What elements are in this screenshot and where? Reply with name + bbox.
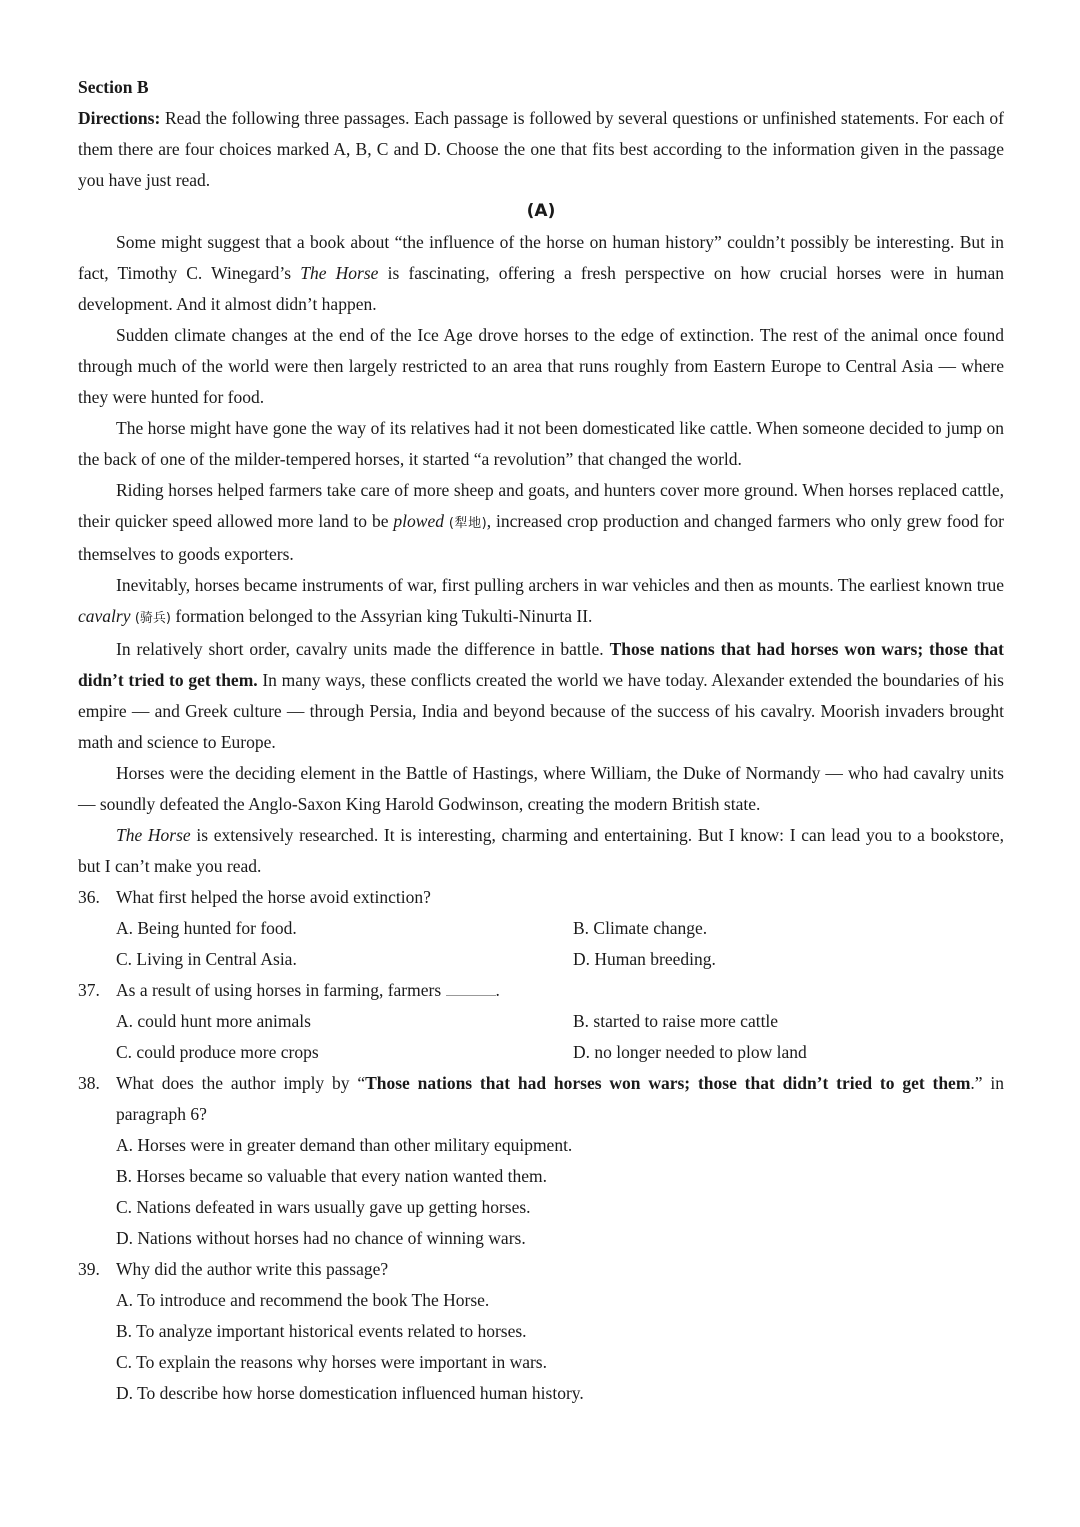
paragraph-1 (78, 227, 1004, 320)
directions-text: Read the following three passages. Each passage is followed by several questions or unfinished statements. For each of them there are four choices marked A, B, C and D. Choose the one that fits best according to the information given in the passage you have just read. (78, 108, 1004, 190)
question-37 (78, 975, 1004, 1006)
directions-label: Directions: (78, 108, 161, 128)
answer-blank (446, 994, 496, 996)
question-36-options (116, 913, 1004, 975)
paragraph-1-text-a: Some might suggest that a book about “the influence of the horse on human history” couldn’t possibly be interesting. But in fact, Timothy C. Winegard’s (78, 232, 1004, 283)
option-c[interactable]: C. To explain the reasons why horses were important in wars. (116, 1352, 547, 1372)
question-text (116, 975, 1004, 1006)
option-d[interactable]: D. Human breeding. (573, 949, 716, 969)
question-text-after: .” in paragraph 6? (116, 1073, 1004, 1124)
option-d[interactable]: D. no longer needed to plow land (573, 1042, 807, 1062)
question-number: 36. (78, 887, 100, 907)
paragraph-7: Horses were the deciding element in the Battle of Hastings, where William, the Duke of Normandy — who had cavalry units — soundly defeated the Anglo-Saxon King Harold Godwinson, creating the modern British state. (78, 763, 1004, 814)
term-cavalry: cavalry (78, 606, 131, 626)
option-a[interactable]: A. could hunt more animals (116, 1011, 311, 1031)
paragraph-5-text-b: formation belonged to the Assyrian king Tukulti-Ninurta II. (171, 606, 593, 626)
question-37-options (116, 1006, 1004, 1068)
paragraph-1-text-b: is fascinating, offering a fresh perspective on how crucial horses were in human development. And it almost didn’t happen. (78, 263, 1004, 314)
question-38-options (116, 1130, 1004, 1254)
question-text: What first helped the horse avoid extinction? (116, 887, 431, 907)
paragraph-6-text-b: In many ways, these conflicts created the world we have today. Alexander extended the boundaries of his empire — and Greek culture — through Persia, India and beyond because of the success of his cavalry. Moorish invaders brought math and science to Europe. (78, 670, 1004, 752)
option-c[interactable]: C. could produce more crops (116, 1042, 319, 1062)
paragraph-6 (78, 634, 1004, 758)
exam-page (78, 70, 1004, 1409)
paragraph-3: The horse might have gone the way of its relatives had it not been domesticated like cattle. When someone decided to jump on the back of one of the milder-tempered horses, it started “a revolution” that changed the world. (78, 418, 1004, 469)
option-a[interactable]: A. To introduce and recommend the book The Horse. (116, 1290, 490, 1310)
paragraph-2: Sudden climate changes at the end of the Ice Age drove horses to the edge of extinction. The rest of the animal once found through much of the world were then largely restricted to an area that runs roughly from Eastern Europe to Central Asia — where they were hunted for food. (78, 325, 1004, 407)
book-title-2: The Horse (116, 825, 191, 845)
option-a[interactable]: A. Being hunted for food. (116, 918, 297, 938)
question-text-after: . (495, 980, 500, 1000)
question-number: 37. (78, 980, 100, 1000)
term-plowed: plowed (393, 511, 444, 531)
question-number: 38. (78, 1073, 100, 1093)
question-39 (78, 1254, 1004, 1285)
question-39-options (116, 1285, 1004, 1409)
paragraph-8-text: is extensively researched. It is interesting, charming and entertaining. But I know: I can lead you to a bookstore, but I can’t make you read. (78, 825, 1004, 876)
question-38 (78, 1068, 1004, 1130)
paragraph-6-text-a: In relatively short order, cavalry units made the difference in battle. (116, 639, 610, 659)
option-b[interactable]: B. To analyze important historical events related to horses. (116, 1321, 527, 1341)
gloss-cavalry: (骑兵) (134, 611, 172, 626)
option-d[interactable]: D. Nations without horses had no chance of winning wars. (116, 1228, 526, 1248)
question-text: Why did the author write this passage? (116, 1259, 389, 1279)
option-b[interactable]: B. Climate change. (573, 918, 708, 938)
paragraph-5 (78, 570, 1004, 634)
directions (78, 103, 1004, 196)
question-text (116, 1068, 1004, 1130)
paragraph-4-text-b: , increased crop production and changed farmers who only grew food for themselves to goods exporters. (78, 511, 1004, 564)
section-title: Section B (78, 77, 149, 97)
gloss-plowed: (犁地) (448, 516, 487, 531)
paragraph-4 (78, 475, 1004, 570)
option-a[interactable]: A. Horses were in greater demand than other military equipment. (116, 1135, 573, 1155)
question-text-before: What does the author imply by “ (116, 1073, 366, 1093)
book-title: The Horse (300, 263, 379, 283)
paragraph-5-text-a: Inevitably, horses became instruments of war, first pulling archers in war vehicles and then as mounts. The earliest known true (116, 575, 1004, 595)
paragraph-8 (78, 820, 1004, 882)
passage-label: (A) (526, 201, 556, 221)
option-d[interactable]: D. To describe how horse domestication influenced human history. (116, 1383, 584, 1403)
question-quote: Those nations that had horses won wars; those that didn’t tried to get them (365, 1073, 971, 1093)
option-b[interactable]: B. Horses became so valuable that every nation wanted them. (116, 1166, 548, 1186)
question-number: 39. (78, 1259, 100, 1279)
option-c[interactable]: C. Nations defeated in wars usually gave up getting horses. (116, 1197, 531, 1217)
highlighted-sentence: Those nations that had horses won wars; those that didn’t tried to get them. (78, 639, 1004, 690)
option-c[interactable]: C. Living in Central Asia. (116, 949, 297, 969)
question-36 (78, 882, 1004, 913)
question-text-before: As a result of using horses in farming, farmers (116, 980, 442, 1000)
option-b[interactable]: B. started to raise more cattle (573, 1011, 779, 1031)
paragraph-4-text-a: Riding horses helped farmers take care of more sheep and goats, and hunters cover more ground. When horses replaced cattle, their quicker speed allowed more land to be (78, 480, 1004, 531)
